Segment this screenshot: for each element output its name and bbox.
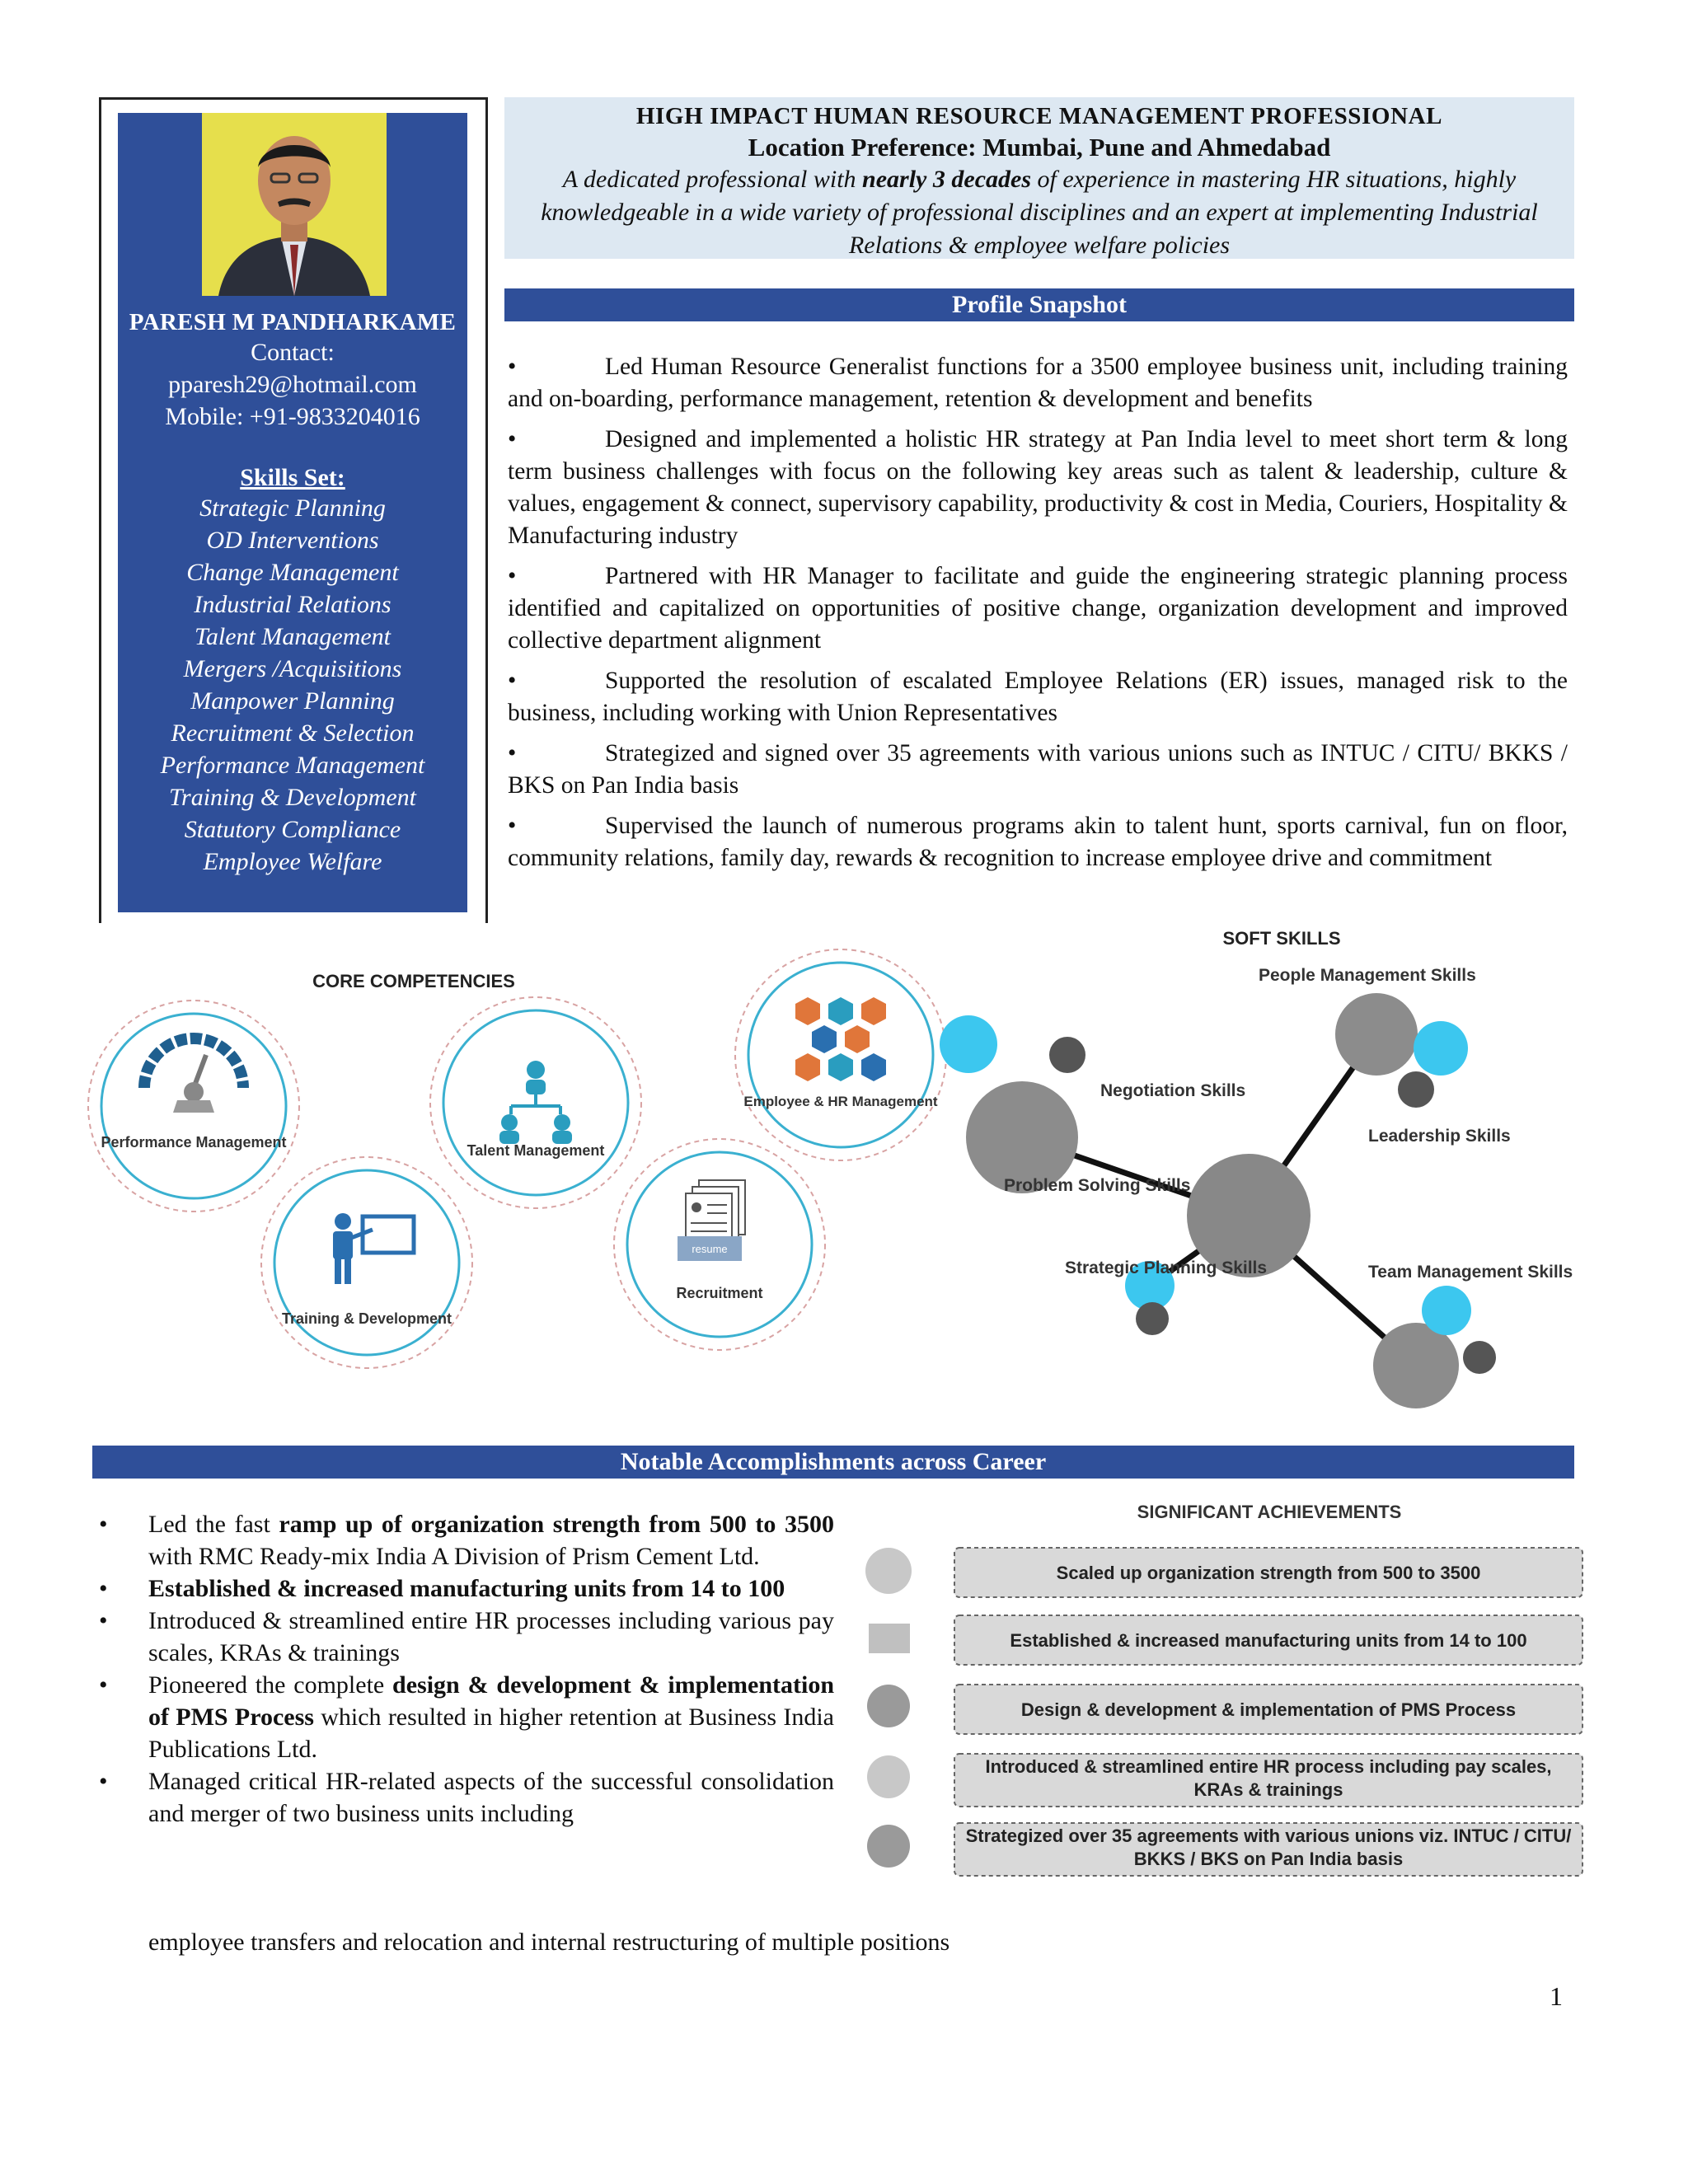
achievement-item	[865, 1548, 1582, 1597]
list-item: • Designed and implemented a holistic HR strategy at Pan India level to meet short term & long term business challenges with focus on the following key areas such as talent & leadership, culture & values, engagement & connect, supervisory capability, productivity & cost in Media, Couriers, Hospitality & Manufacturing industry	[508, 426, 1568, 549]
achievement-item: Introduced & streamlined entire HR process including pay scales, KRAs & trainings	[867, 1754, 1582, 1807]
svg-text:Problem Solving Skills: Problem Solving Skills	[1004, 1176, 1191, 1195]
achievement-item	[867, 1685, 1582, 1734]
soft-skills-title: SOFT SKILLS	[1222, 928, 1341, 949]
resume-title: HIGH IMPACT HUMAN RESOURCE MANAGEMENT PROFESSIONAL	[635, 103, 1443, 129]
skill-item: Talent Management	[194, 623, 392, 650]
profile-name: PARESH M PANDHARKAME	[129, 309, 457, 335]
page-number: 1	[1550, 1981, 1563, 2011]
accomplishment-continuation: employee transfers and relocation and internal restructuring of multiple positions	[148, 1929, 950, 1956]
svg-text:Leadership Skills: Leadership Skills	[1368, 1127, 1511, 1146]
skill-item: Change Management	[186, 559, 399, 586]
list-item: • Led the fast ramp up of organization strength from 500 to 3500 with RMC Ready-mix India A Division of Prism Cement Ltd.	[99, 1511, 834, 1570]
skill-item: Mergers /Acquisitions	[183, 655, 402, 682]
profile-card	[99, 97, 488, 928]
svg-text:Negotiation Skills: Negotiation Skills	[1100, 1081, 1246, 1100]
competencies-title: CORE COMPETENCIES	[312, 971, 515, 991]
svg-text:Design & development & impleme: Design & development & implementation of PMS Process	[1020, 1699, 1517, 1720]
list-item: • Strategized and signed over 35 agreements with various unions such as INTUC / CITU/ BKKS / BKS on Pan India basis	[508, 740, 1568, 799]
achievements-graphic	[857, 1492, 1589, 1887]
skill-item: Recruitment & Selection	[171, 719, 415, 747]
person-icon	[202, 113, 387, 296]
factory-icon	[869, 1624, 910, 1653]
list-item: • Led Human Resource Generalist functions for a 3500 employee business unit, including training and on-boarding, performance management, retention & development and benefits	[508, 354, 1568, 412]
intro-text: A dedicated professional with nearly 3 decades of experience in mastering HR situations, highly knowledgeable in a wide variety of professional disciplines and an expert at implementing Industrial Relations & employee welfare policies	[541, 166, 1538, 259]
list-item: • Supported the resolution of escalated Employee Relations (ER) issues, managed risk to the business, including working with Union Representatives	[508, 668, 1568, 726]
meeting-icon	[867, 1685, 910, 1727]
svg-text:People Management Skills: People Management Skills	[1259, 966, 1476, 985]
growth-icon	[865, 1548, 912, 1594]
list-item: • Pioneered the complete design & development & implementation of PMS Process which resulted in higher retention at Business India Publications Ltd.	[99, 1671, 834, 1763]
competencies-infographic	[82, 923, 1599, 1431]
list-item: • Supervised the launch of numerous programs akin to talent hunt, sports carnival, fun on floor, community relations, family day, rewards & recognition to increase employee drive and commitment	[508, 813, 1568, 871]
contact-label: Contact:	[251, 339, 335, 366]
union-icon	[867, 1825, 910, 1868]
profile-panel	[118, 113, 467, 912]
location-preference: Location Preference: Mumbai, Pune and Ahmedabad	[748, 133, 1331, 162]
svg-text:Talent Management: Talent Management	[467, 1142, 605, 1159]
svg-text:Recruitment: Recruitment	[676, 1285, 763, 1301]
accomplishments-list	[92, 1508, 834, 1830]
profile-photo	[202, 113, 387, 296]
svg-text:Performance Management: Performance Management	[101, 1134, 287, 1151]
skill-item: OD Interventions	[206, 527, 379, 554]
skill-item: Performance Management	[160, 752, 425, 779]
skill-item: Statutory Compliance	[184, 816, 401, 843]
svg-text:Scaled up organization strengt: Scaled up organization strength from 500 to 3500	[1056, 1563, 1481, 1583]
svg-text:Employee & HR Management: Employee & HR Management	[743, 1094, 938, 1109]
accomplishments-heading: Notable Accomplishments across Career	[92, 1446, 1574, 1479]
skills-title: Skills Set:	[240, 464, 345, 491]
achievement-item	[869, 1615, 1582, 1665]
skill-item: Strategic Planning	[199, 494, 386, 522]
svg-text:Established & increased manufa: Established & increased manufacturing units from 14 to 100	[1010, 1630, 1527, 1651]
mobile-number: Mobile: +91-9833204016	[165, 403, 420, 430]
list-item: • Introduced & streamlined entire HR processes including various pay scales, KRAs & trainings	[99, 1607, 834, 1666]
achievement-item: Strategized over 35 agreements with various unions viz. INTUC / CITU/ BKKS / BKS on Pan India basis	[867, 1823, 1582, 1876]
svg-text:resume: resume	[692, 1243, 728, 1255]
list-item: • Managed critical HR-related aspects of the successful consolidation and merger of two business units including	[99, 1768, 834, 1827]
svg-text:Strategic Planning Skills: Strategic Planning Skills	[1065, 1258, 1268, 1277]
list-item: • Established & increased manufacturing units from 14 to 100	[99, 1575, 785, 1602]
achievements-title: SIGNIFICANT ACHIEVEMENTS	[1137, 1502, 1402, 1522]
snapshot-heading: Profile Snapshot	[504, 288, 1574, 321]
skill-item: Manpower Planning	[190, 687, 395, 715]
list-item: • Partnered with HR Manager to facilitate and guide the engineering strategic planning process identified and capitalized on opportunities of positive change, organization development and improved collective department alignment	[508, 563, 1568, 654]
email-link[interactable]: pparesh29@hotmail.com	[168, 371, 417, 398]
svg-text:Training & Development: Training & Development	[281, 1310, 452, 1327]
skill-item: Training & Development	[169, 784, 416, 811]
header-box	[504, 97, 1574, 259]
skill-item: Industrial Relations	[194, 591, 392, 618]
snapshot-list	[508, 351, 1568, 883]
skill-item: Employee Welfare	[203, 848, 382, 875]
svg-text:Team Management Skills: Team Management Skills	[1368, 1263, 1573, 1282]
process-icon	[867, 1755, 910, 1798]
